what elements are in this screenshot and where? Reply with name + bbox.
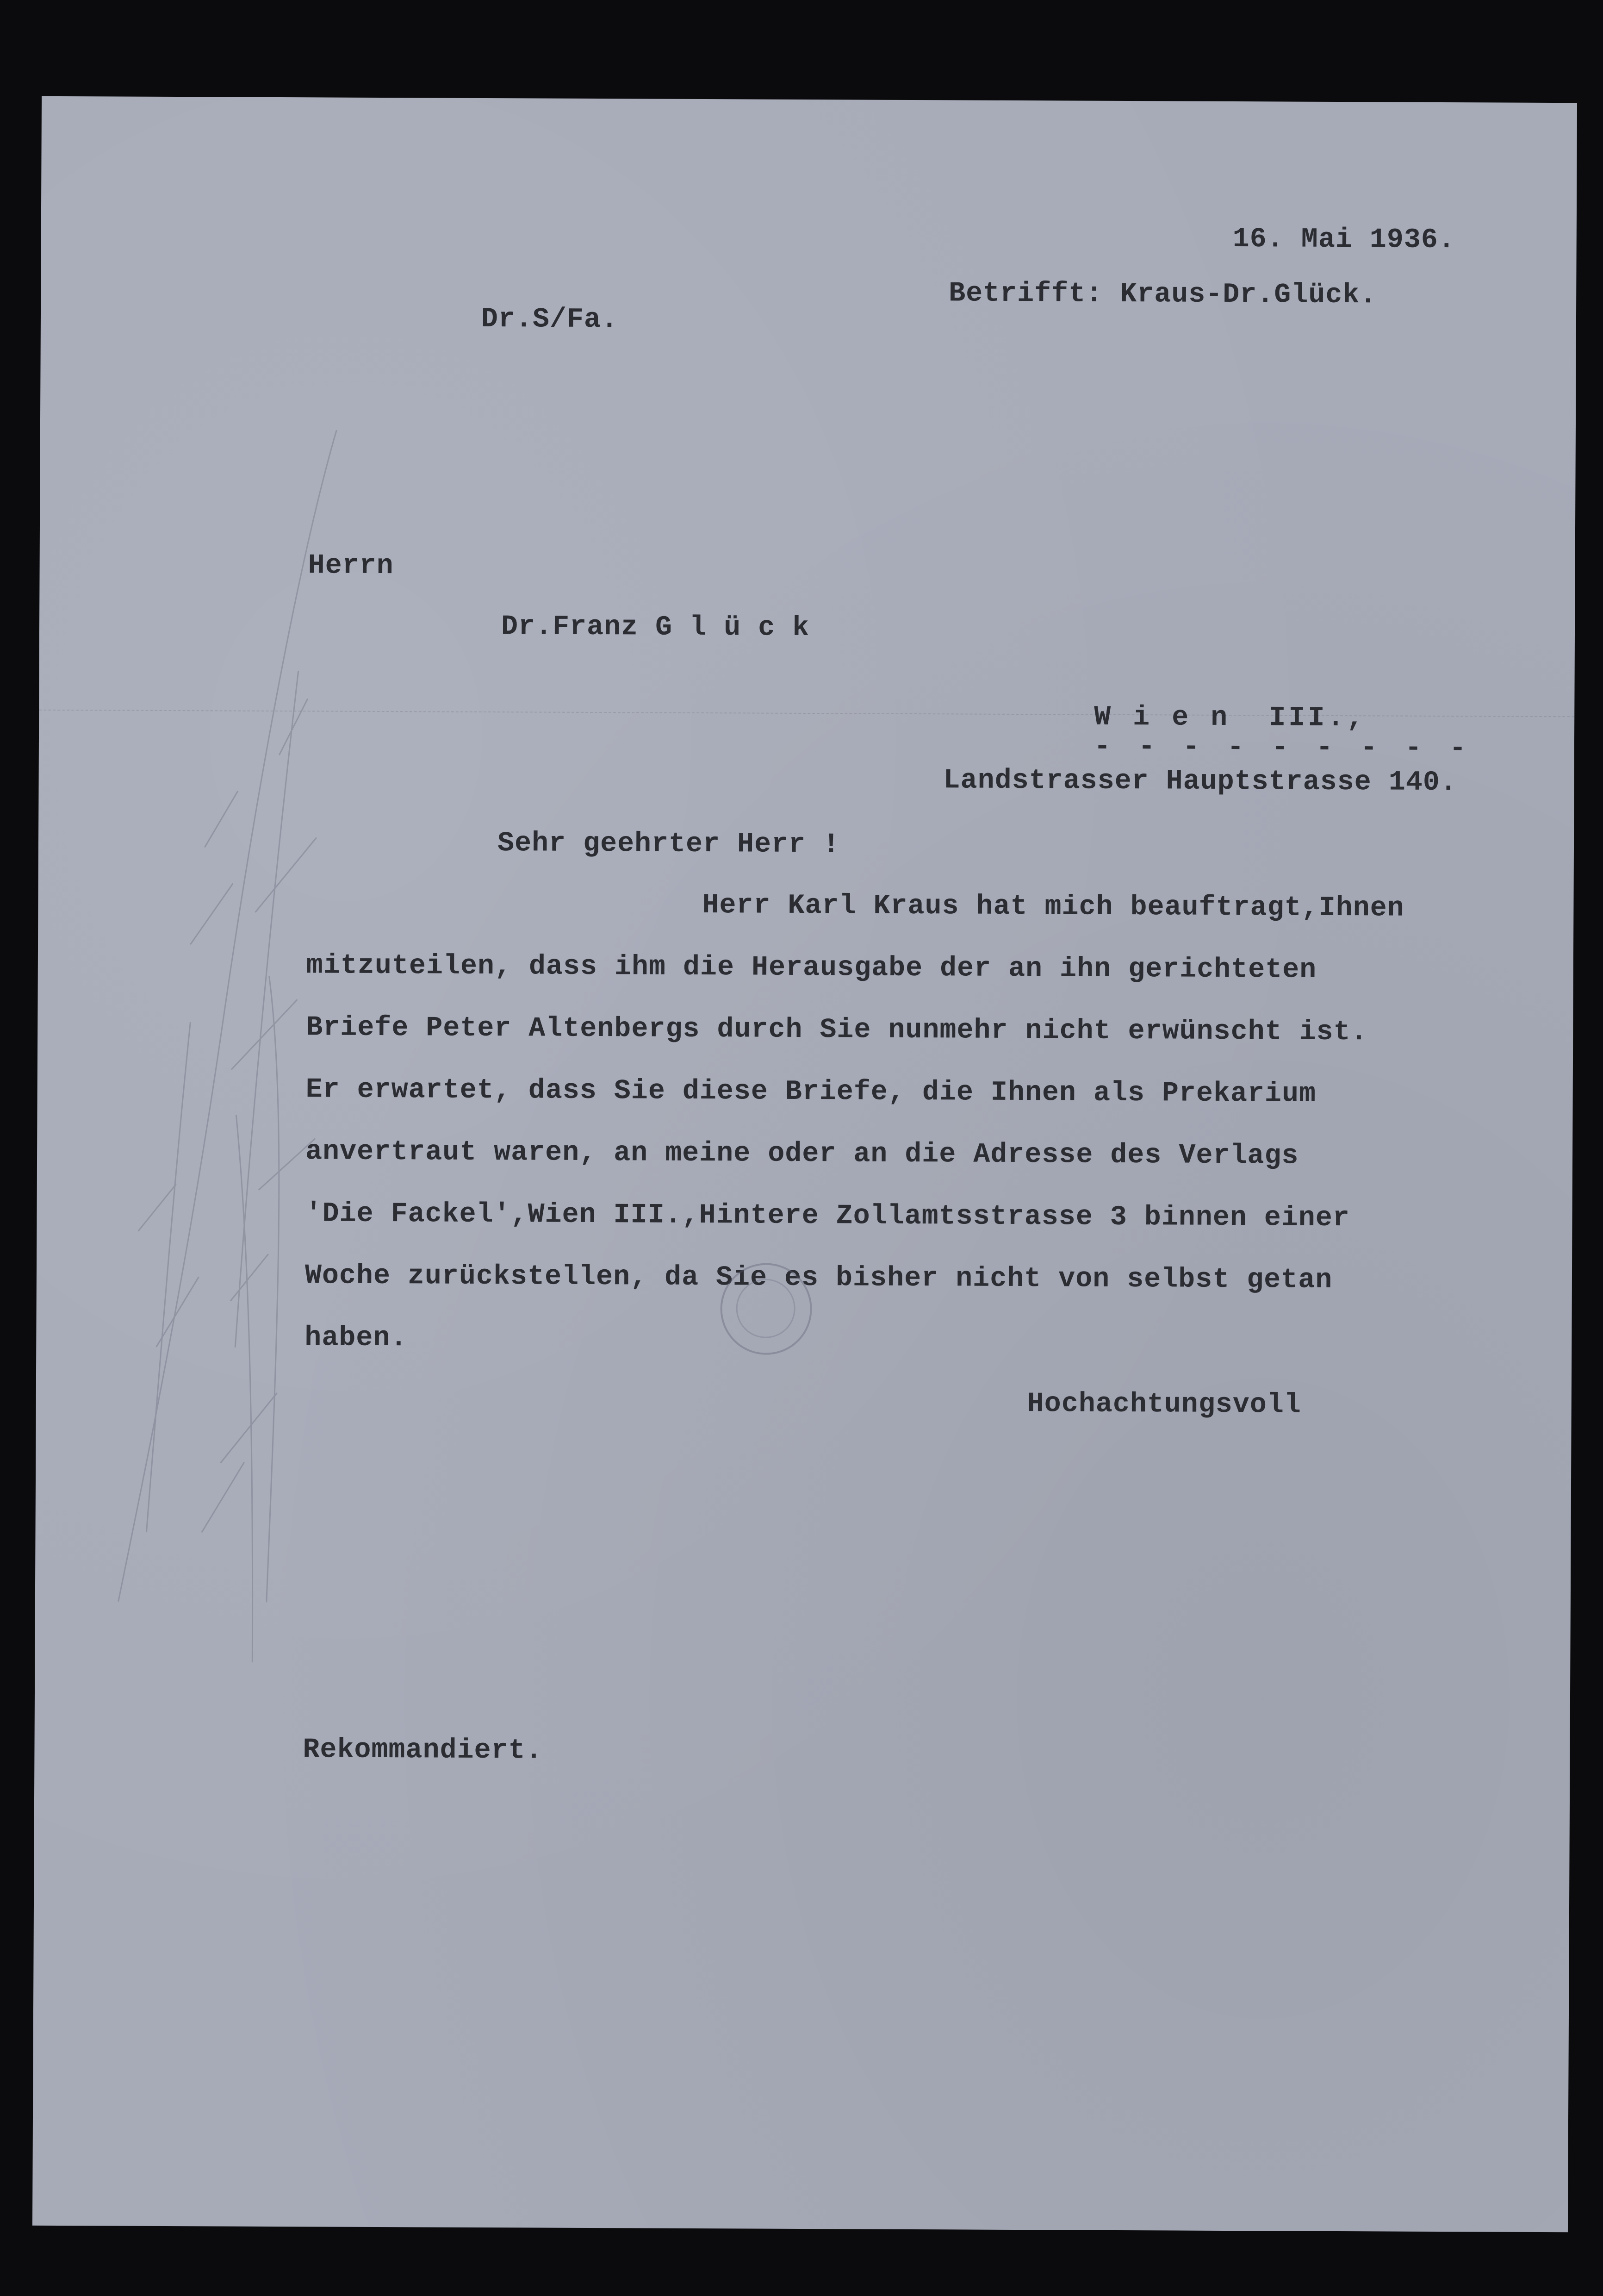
faint-stamp (720, 1263, 812, 1355)
letter-date: 16. Mai 1936. (1232, 224, 1455, 256)
body-line-1: Herr Karl Kraus hat mich beauftragt,Ihnen (702, 890, 1404, 924)
body-line-2: mitzuteilen, dass ihm die Herausgabe der an ihn gerichteten (306, 950, 1317, 986)
letter-page (32, 96, 1577, 2232)
delivery-note: Rekommandiert. (303, 1734, 543, 1767)
body-line-4: Er erwartet, dass Sie diese Briefe, die Ihnen als Prekarium (305, 1074, 1317, 1110)
body-line-5: anvertraut waren, an meine oder an die Adresse des Verlags (305, 1136, 1299, 1172)
reference-code: Dr.S/Fa. (481, 303, 619, 336)
body-line-3: Briefe Peter Altenbergs durch Sie nunmehr nicht erwünscht ist. (306, 1012, 1368, 1048)
recipient-name: Dr.Franz G l ü c k (501, 611, 810, 644)
body-line-8: haben. (304, 1322, 408, 1354)
city-underline: - - - - - - - - - (1094, 731, 1472, 765)
recipient-title: Herrn (308, 550, 394, 582)
faint-stamp-inner (736, 1279, 795, 1338)
body-line-6: 'Die Fackel',Wien III.,Hintere Zollamtsstrasse 3 binnen einer (305, 1198, 1350, 1235)
recipient-street: Landstrasser Hauptstrasse 140. (943, 765, 1457, 799)
recipient-city: W i e n III., (1094, 701, 1367, 735)
greeting: Sehr geehrter Herr ! (497, 828, 840, 861)
body-line-7: Woche zurückstellen, da Sie es bisher nicht von selbst getan (304, 1260, 1333, 1296)
subject-line: Betrifft: Kraus-Dr.Glück. (949, 278, 1377, 312)
closing: Hochachtungsvoll (1027, 1388, 1301, 1421)
